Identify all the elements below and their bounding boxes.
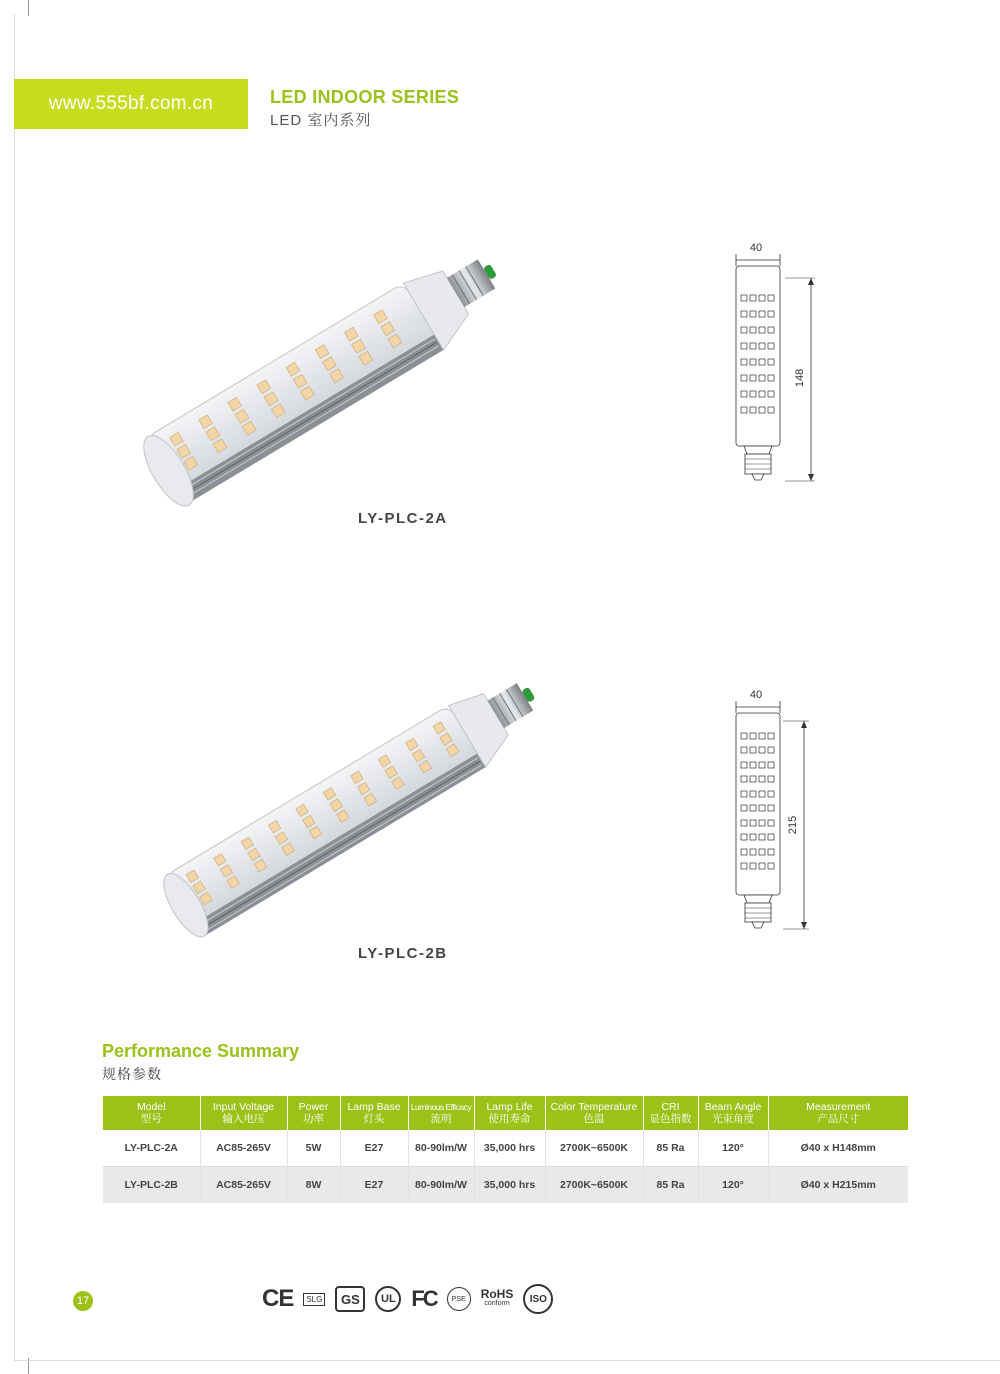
rohs-sublabel: conform (484, 1300, 510, 1307)
column-header-lamp-life: Lamp Life 使用寿命 (474, 1096, 545, 1130)
table-cell: 85 Ra (643, 1167, 698, 1204)
column-header-input-voltage: Input Voltage 输入电压 (200, 1096, 287, 1130)
dim-height-plc-2a: 148 (794, 368, 806, 388)
table-cell: 2700K~6500K (545, 1130, 643, 1167)
table-cell: 5W (287, 1130, 340, 1167)
certification-logos (262, 1284, 553, 1314)
ce-mark-icon: CE (262, 1285, 294, 1312)
website-banner (14, 79, 248, 129)
table-cell: E27 (340, 1167, 408, 1204)
dimension-drawing-plc-2a (725, 238, 825, 488)
dim-width-plc-2b: 40 (749, 689, 763, 701)
dimension-drawing-plc-2b (725, 685, 825, 935)
table-cell: 80-90lm/W (408, 1167, 474, 1204)
column-header-power: Power 功率 (287, 1096, 340, 1130)
table-cell: 8W (287, 1167, 340, 1204)
column-header-beam-angle: Beam Angle 光束角度 (698, 1096, 768, 1130)
slg-mark-icon: SLG (303, 1293, 325, 1306)
table-cell: 85 Ra (643, 1130, 698, 1167)
table-row (103, 1130, 908, 1167)
crop-mark (14, 14, 15, 1360)
table-cell: 2700K~6500K (545, 1167, 643, 1204)
gs-mark-icon: GS (335, 1286, 365, 1312)
dim-width-plc-2a: 40 (749, 242, 763, 254)
crop-mark (14, 1360, 1000, 1361)
product-photo-plc-2b (145, 665, 545, 945)
fc-mark-icon: FC (411, 1286, 437, 1311)
product-photo-plc-2a (120, 245, 500, 515)
performance-title-en: Performance Summary (102, 1041, 300, 1061)
column-header-lamp-base: Lamp Base 灯头 (340, 1096, 408, 1130)
model-label-plc-2b: LY-PLC-2B (358, 945, 448, 962)
table-header-row (103, 1096, 908, 1130)
website-url[interactable]: www.555bf.com.cn (48, 93, 214, 114)
dim-height-plc-2b: 215 (787, 815, 799, 835)
column-header-cri: CRI 显色指数 (643, 1096, 698, 1130)
series-title-zh: LED 室内系列 (270, 112, 372, 129)
performance-title-zh: 规格参数 (102, 1066, 162, 1082)
column-header-measurement: Measurement 产品尺寸 (768, 1096, 908, 1130)
rohs-label: RoHS (480, 1287, 514, 1301)
table-cell: 120° (698, 1130, 768, 1167)
table-cell: 120° (698, 1167, 768, 1204)
table-cell: LY-PLC-2A (103, 1130, 200, 1167)
table-cell: E27 (340, 1130, 408, 1167)
column-header-color-temperature: Color Temperature 色温 (545, 1096, 643, 1130)
table-cell: AC85-265V (200, 1167, 287, 1204)
table-cell: 80-90lm/W (408, 1130, 474, 1167)
page-number: 17 (73, 1291, 93, 1311)
iso-mark-icon: ISO (523, 1284, 553, 1314)
column-header-model: Model 型号 (103, 1096, 200, 1130)
model-label-plc-2a: LY-PLC-2A (358, 510, 448, 527)
pse-mark-icon: PSE (447, 1287, 471, 1311)
table-cell: 35,000 hrs (474, 1130, 545, 1167)
table-cell: LY-PLC-2B (103, 1167, 200, 1204)
table-row (103, 1167, 908, 1204)
performance-table (103, 1096, 908, 1203)
table-cell: Ø40 x H148mm (768, 1130, 908, 1167)
rohs-mark-icon (481, 1289, 514, 1309)
table-cell: 35,000 hrs (474, 1167, 545, 1204)
table-cell: AC85-265V (200, 1130, 287, 1167)
table-cell: Ø40 x H215mm (768, 1167, 908, 1204)
series-title-en: LED INDOOR SERIES (270, 87, 460, 107)
ul-mark-icon: UL (375, 1286, 401, 1312)
crop-mark (28, 0, 29, 16)
column-header-luminous-efficacy: Luminous Efficacy 流明 (408, 1096, 474, 1130)
